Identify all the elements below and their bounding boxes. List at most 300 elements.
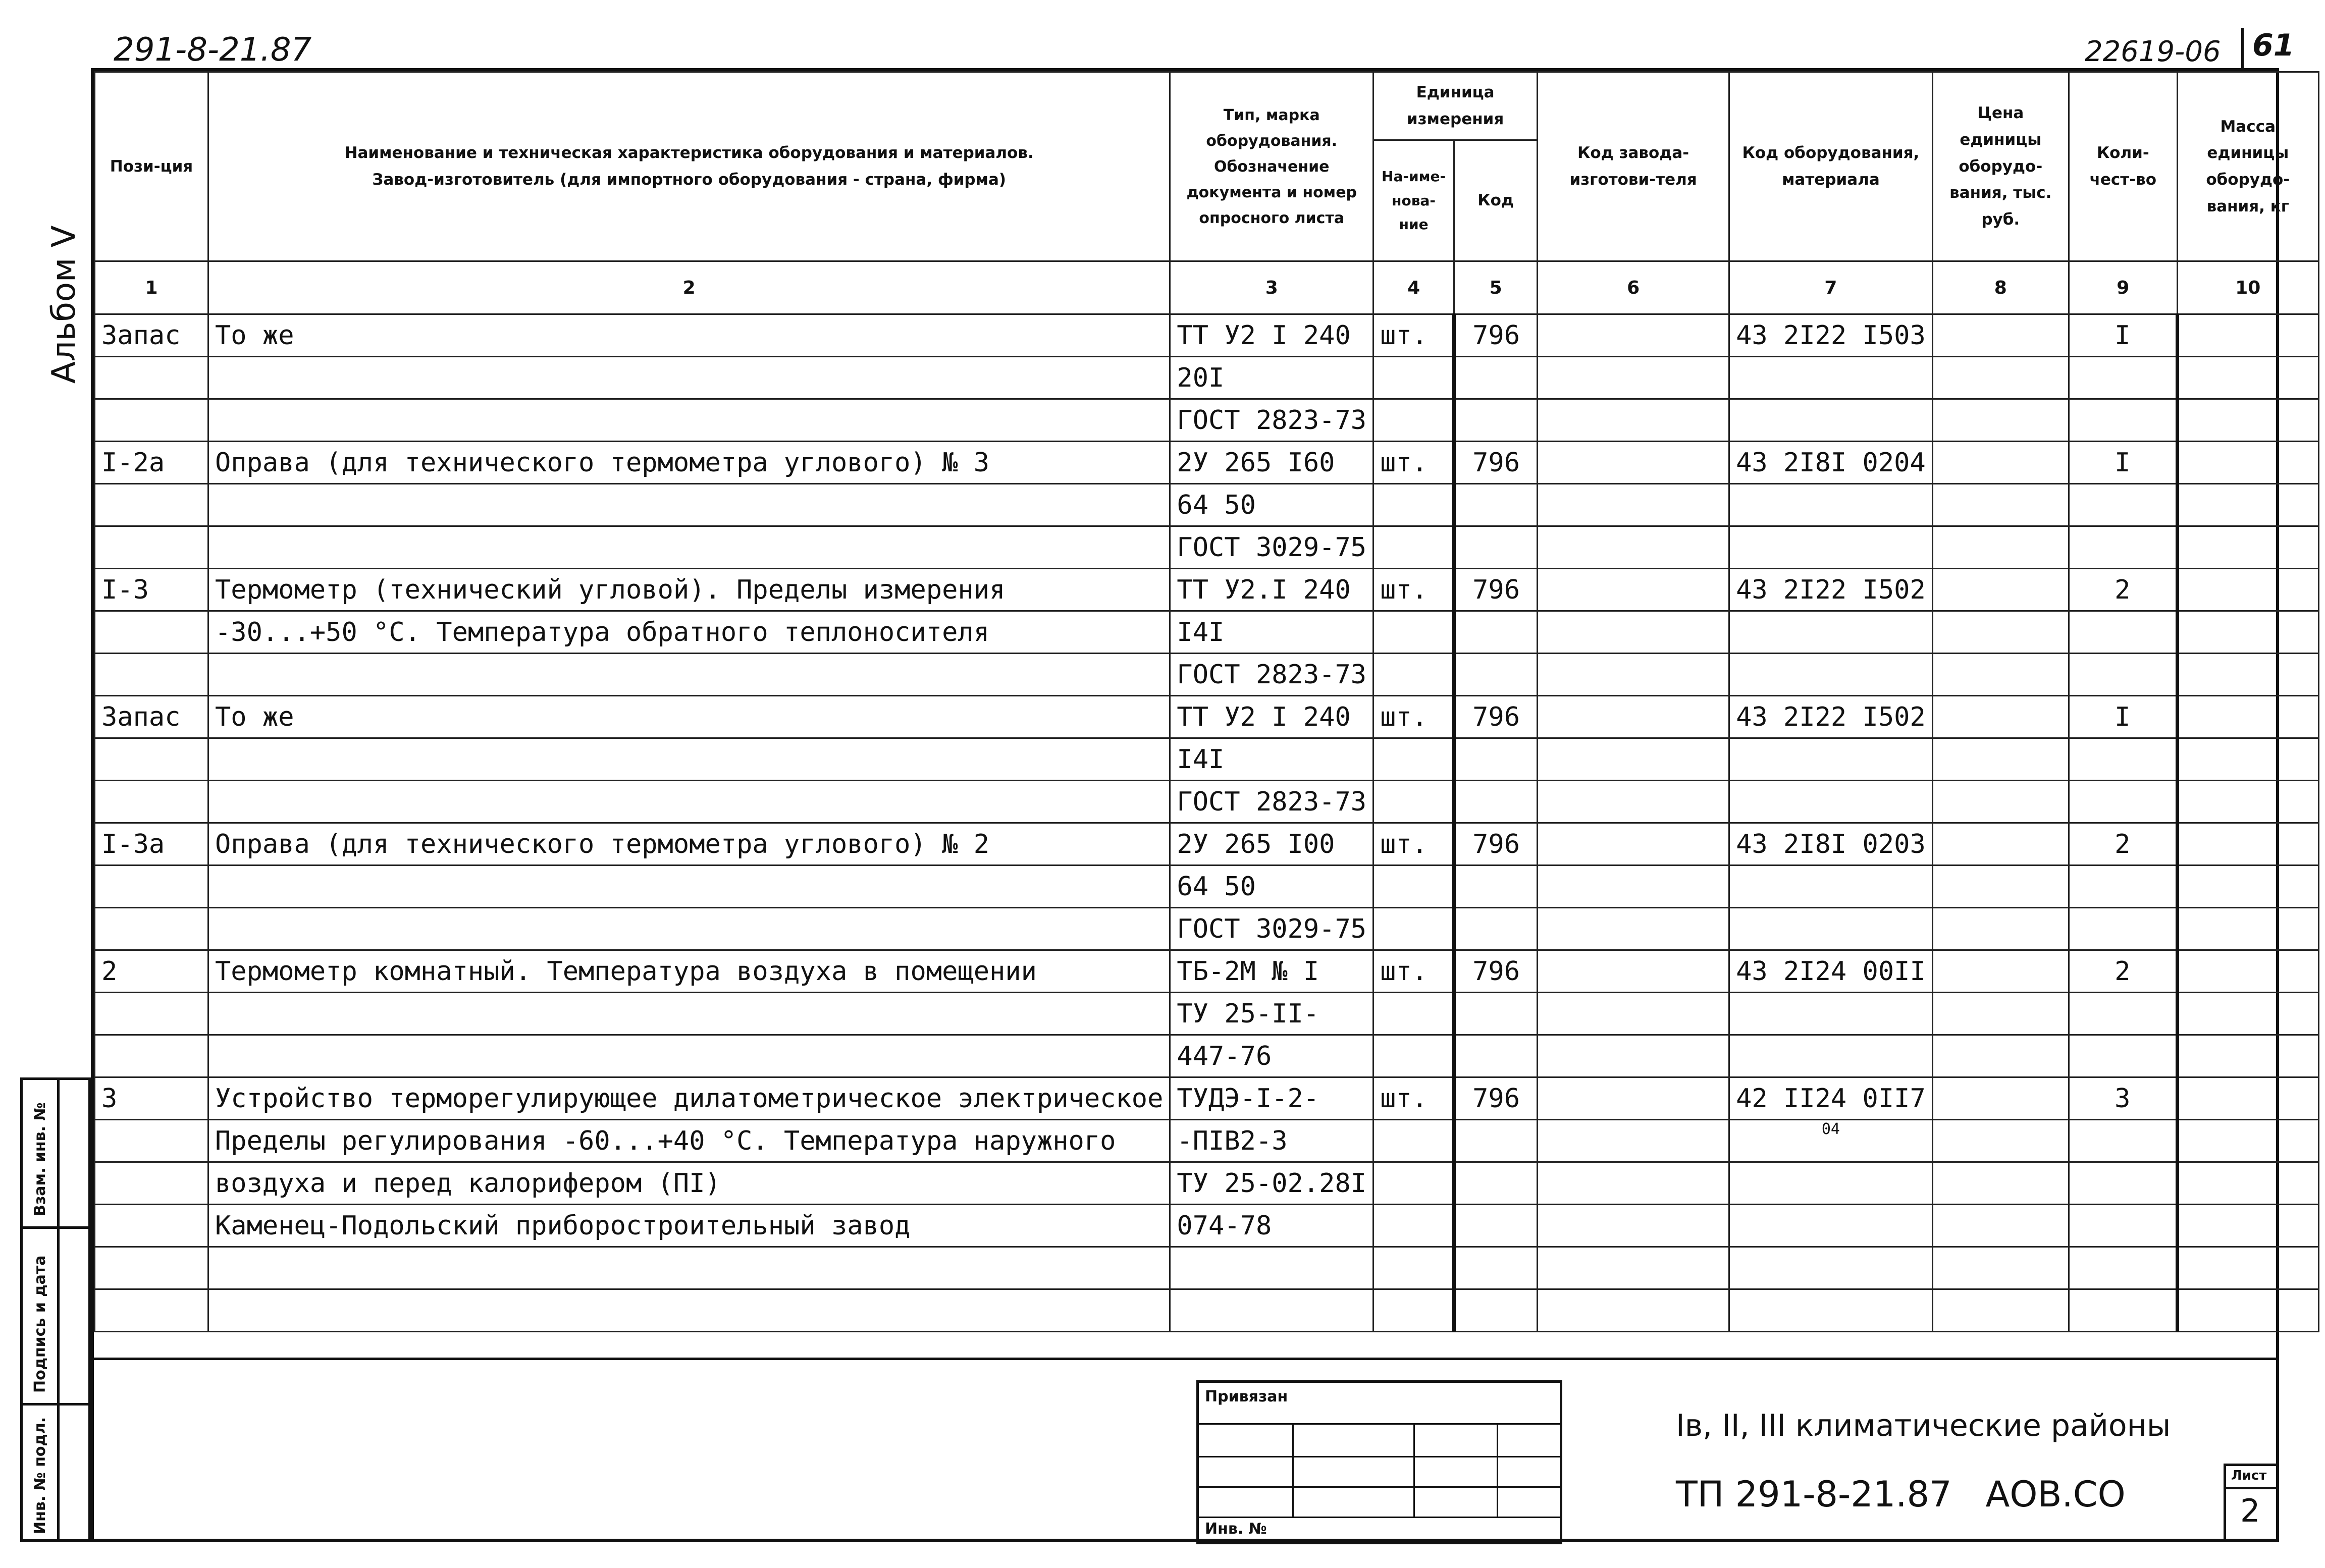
cell-price <box>1932 908 2069 950</box>
cell-plant-code <box>1538 696 1729 738</box>
table-row <box>95 484 2319 526</box>
cell-name: То же <box>208 696 1170 738</box>
cell-unit-code: 796 <box>1454 950 1538 993</box>
cell-price <box>1932 1162 2069 1205</box>
cell-unit-code: 796 <box>1454 442 1538 484</box>
cell-unit-code <box>1454 526 1538 569</box>
table-row <box>95 1205 2319 1247</box>
cell-type: ТУ 25-02.28I <box>1170 1162 1373 1205</box>
cell-pos <box>95 866 208 908</box>
cell-type: 20I <box>1170 357 1373 399</box>
cell-equip-code <box>1729 1289 1933 1332</box>
table-row <box>95 399 2319 442</box>
cell-unit <box>1373 357 1454 399</box>
cell-name <box>208 993 1170 1035</box>
cell-plant-code <box>1538 399 1729 442</box>
document-code: ТП 291-8-21.87 АОВ.СО <box>1676 1474 2126 1515</box>
cell-name: Термометр (технический угловой). Пределы измерения <box>208 569 1170 611</box>
cell-type: ТТ У2.I 240 <box>1170 569 1373 611</box>
table-row <box>95 442 2319 484</box>
cell-qty <box>2069 738 2177 781</box>
hdr-plant-code: Код завода-изготови-теля <box>1538 72 1729 261</box>
cell-name <box>208 866 1170 908</box>
cell-unit: шт. <box>1373 696 1454 738</box>
colnum: 6 <box>1538 261 1729 314</box>
hdr-unit-code: Код <box>1454 140 1538 261</box>
cell-unit-code <box>1454 611 1538 654</box>
cell-equip-code <box>1729 1247 1933 1289</box>
cell-type: ТУ 25-II- <box>1170 993 1373 1035</box>
cell-unit <box>1373 908 1454 950</box>
hdr-name: Наименование и техническая характеристика оборудования и материалов. Завод-изготовитель (для импортного оборудования - страна, фирма) <box>208 72 1170 261</box>
cell-qty <box>2069 654 2177 696</box>
cell-price <box>1932 1289 2069 1332</box>
cell-mass <box>2177 738 2318 781</box>
cell-pos <box>95 654 208 696</box>
cell-type: 64 50 <box>1170 484 1373 526</box>
cell-pos: I-2а <box>95 442 208 484</box>
table-row <box>95 1289 2319 1332</box>
cell-price <box>1932 1077 2069 1120</box>
cell-unit <box>1373 738 1454 781</box>
cell-price <box>1932 1247 2069 1289</box>
cell-unit <box>1373 1289 1454 1332</box>
cell-unit <box>1373 484 1454 526</box>
table-row <box>95 866 2319 908</box>
hdr-price: Цена единицы оборудо-вания, тыс. руб. <box>1932 72 2069 261</box>
cell-type: ГОСТ 2823-73 <box>1170 654 1373 696</box>
cell-unit-code <box>1454 1205 1538 1247</box>
cell-equip-code: 43 2I8I 0203 <box>1729 823 1933 866</box>
cell-mass <box>2177 781 2318 823</box>
cell-unit-code <box>1454 1120 1538 1162</box>
cell-equip-code: 42 II24 0II7 <box>1729 1077 1933 1120</box>
cell-unit <box>1373 1120 1454 1162</box>
sheet-label: Лист <box>2231 1468 2267 1483</box>
table-row <box>95 781 2319 823</box>
cell-unit-code <box>1454 1289 1538 1332</box>
cell-pos <box>95 1205 208 1247</box>
cell-unit-code <box>1454 738 1538 781</box>
top-right-note: 22619-06 <box>2085 35 2221 68</box>
colnum: 8 <box>1932 261 2069 314</box>
cell-qty <box>2069 1162 2177 1205</box>
cell-pos <box>95 781 208 823</box>
cell-price <box>1932 696 2069 738</box>
cell-unit: шт. <box>1373 442 1454 484</box>
cell-plant-code <box>1538 357 1729 399</box>
cell-unit-code <box>1454 866 1538 908</box>
cell-qty: 2 <box>2069 569 2177 611</box>
table-row <box>95 314 2319 357</box>
cell-pos <box>95 357 208 399</box>
cell-mass <box>2177 654 2318 696</box>
cell-unit <box>1373 1205 1454 1247</box>
cell-pos: I-3а <box>95 823 208 866</box>
hdr-mass: Масса единицы оборудо-вания, кг <box>2177 72 2318 261</box>
cell-type <box>1170 1289 1373 1332</box>
hdr-qty: Коли-чест-во <box>2069 72 2177 261</box>
colnum: 3 <box>1170 261 1373 314</box>
cell-type: ТУДЭ-I-2- <box>1170 1077 1373 1120</box>
cell-plant-code <box>1538 1035 1729 1077</box>
cell-type: ГОСТ 3029-75 <box>1170 526 1373 569</box>
cell-plant-code <box>1538 442 1729 484</box>
spec-table <box>94 71 2319 1332</box>
cell-type: ГОСТ 2823-73 <box>1170 399 1373 442</box>
cell-unit-code <box>1454 399 1538 442</box>
cell-qty <box>2069 1035 2177 1077</box>
cell-name: Термометр комнатный. Температура воздуха в помещении <box>208 950 1170 993</box>
cell-price <box>1932 950 2069 993</box>
cell-qty <box>2069 357 2177 399</box>
page-mark: 61 <box>2252 28 2295 63</box>
cell-unit-code <box>1454 993 1538 1035</box>
cell-mass <box>2177 1289 2318 1332</box>
cell-qty <box>2069 399 2177 442</box>
cell-type: ТТ У2 I 240 <box>1170 314 1373 357</box>
title-block-rule <box>94 1358 2276 1360</box>
cell-qty <box>2069 1247 2177 1289</box>
hdr-equip-code: Код оборудования, материала <box>1729 72 1933 261</box>
cell-pos <box>95 1289 208 1332</box>
cell-name: То же <box>208 314 1170 357</box>
cell-unit <box>1373 781 1454 823</box>
cell-name: -30...+50 °С. Температура обратного теплоносителя <box>208 611 1170 654</box>
cell-price <box>1932 484 2069 526</box>
cell-mass <box>2177 399 2318 442</box>
cell-price <box>1932 781 2069 823</box>
cell-pos: Запас <box>95 314 208 357</box>
cell-name: Устройство терморегулирующее дилатометрическое электрическое <box>208 1077 1170 1120</box>
top-left-note: 291-8-21.87 <box>114 31 312 69</box>
linked-stamp <box>1196 1380 1562 1544</box>
cell-qty <box>2069 781 2177 823</box>
cell-equip-code <box>1729 1205 1933 1247</box>
cell-unit <box>1373 1162 1454 1205</box>
cell-unit <box>1373 526 1454 569</box>
cell-mass <box>2177 1120 2318 1162</box>
cell-price <box>1932 1205 2069 1247</box>
cell-type: I4I <box>1170 611 1373 654</box>
cell-equip-code <box>1729 526 1933 569</box>
cell-type: ТБ-2М № I <box>1170 950 1373 993</box>
cell-type: ГОСТ 2823-73 <box>1170 781 1373 823</box>
side-stamp-strip <box>20 1077 91 1542</box>
table-row <box>95 823 2319 866</box>
cell-mass <box>2177 823 2318 866</box>
cell-equip-code: 43 2I22 I503 <box>1729 314 1933 357</box>
table-row <box>95 1077 2319 1120</box>
cell-pos <box>95 1120 208 1162</box>
cell-name <box>208 1289 1170 1332</box>
sheet-number-box <box>2224 1464 2279 1542</box>
cell-mass <box>2177 696 2318 738</box>
cell-qty: I <box>2069 442 2177 484</box>
cell-mass <box>2177 1077 2318 1120</box>
cell-price <box>1932 526 2069 569</box>
cell-plant-code <box>1538 950 1729 993</box>
table-row <box>95 738 2319 781</box>
cell-qty <box>2069 1120 2177 1162</box>
table-row <box>95 696 2319 738</box>
cell-unit-code <box>1454 1247 1538 1289</box>
colnum: 9 <box>2069 261 2177 314</box>
cell-mass <box>2177 1162 2318 1205</box>
cell-type: 64 50 <box>1170 866 1373 908</box>
table-row <box>95 1247 2319 1289</box>
cell-unit: шт. <box>1373 823 1454 866</box>
cell-equip-code: 43 2I8I 0204 <box>1729 442 1933 484</box>
table-row <box>95 569 2319 611</box>
cell-equip-code: 43 2I24 00II <box>1729 950 1933 993</box>
cell-equip-code: 43 2I22 I502 <box>1729 569 1933 611</box>
cell-equip-code <box>1729 738 1933 781</box>
cell-qty: I <box>2069 314 2177 357</box>
cell-name: Каменец-Подольский приборостроительный завод <box>208 1205 1170 1247</box>
cell-mass <box>2177 1247 2318 1289</box>
hdr-pos: Пози-ция <box>95 72 208 261</box>
cell-unit: шт. <box>1373 314 1454 357</box>
cell-qty <box>2069 993 2177 1035</box>
table-row <box>95 993 2319 1035</box>
cell-name: Оправа (для технического термометра углового) № 3 <box>208 442 1170 484</box>
cell-type: I4I <box>1170 738 1373 781</box>
cell-pos <box>95 908 208 950</box>
cell-pos <box>95 738 208 781</box>
cell-qty <box>2069 1205 2177 1247</box>
cell-qty <box>2069 611 2177 654</box>
colnum: 4 <box>1373 261 1454 314</box>
cell-type: 2У 265 I60 <box>1170 442 1373 484</box>
climate-regions: Iв, II, III климатические районы <box>1676 1408 2171 1443</box>
cell-mass <box>2177 1035 2318 1077</box>
cell-type: ГОСТ 3029-75 <box>1170 908 1373 950</box>
cell-equip-code <box>1729 611 1933 654</box>
cell-price <box>1932 866 2069 908</box>
cell-qty <box>2069 484 2177 526</box>
cell-price <box>1932 1120 2069 1162</box>
cell-plant-code <box>1538 569 1729 611</box>
cell-name <box>208 526 1170 569</box>
cell-unit: шт. <box>1373 1077 1454 1120</box>
linked-label: Привязан <box>1205 1388 1288 1405</box>
hdr-unit-name: На-име-нова-ние <box>1373 140 1454 261</box>
cell-name <box>208 738 1170 781</box>
cell-pos: 3 <box>95 1077 208 1120</box>
cell-pos <box>95 1162 208 1205</box>
cell-pos <box>95 1035 208 1077</box>
cell-pos <box>95 993 208 1035</box>
cell-plant-code <box>1538 1120 1729 1162</box>
table-row <box>95 357 2319 399</box>
cell-plant-code <box>1538 866 1729 908</box>
cell-type: 074-78 <box>1170 1205 1373 1247</box>
cell-qty: 2 <box>2069 823 2177 866</box>
sheet-number: 2 <box>2240 1492 2260 1529</box>
cell-unit-code: 796 <box>1454 314 1538 357</box>
table-row <box>95 1120 2319 1162</box>
cell-qty <box>2069 1289 2177 1332</box>
cell-unit-code: 796 <box>1454 569 1538 611</box>
cell-plant-code <box>1538 1247 1729 1289</box>
cell-mass <box>2177 908 2318 950</box>
cell-equip-code <box>1729 908 1933 950</box>
cell-name <box>208 908 1170 950</box>
colnum: 7 <box>1729 261 1933 314</box>
cell-equip-code: 04 <box>1729 1120 1933 1162</box>
cell-unit-code: 796 <box>1454 1077 1538 1120</box>
cell-unit <box>1373 866 1454 908</box>
colnum: 5 <box>1454 261 1538 314</box>
cell-equip-code <box>1729 1162 1933 1205</box>
cell-mass <box>2177 866 2318 908</box>
cell-mass <box>2177 314 2318 357</box>
cell-plant-code <box>1538 314 1729 357</box>
cell-unit-code <box>1454 781 1538 823</box>
cell-mass <box>2177 484 2318 526</box>
hdr-type: Тип, марка оборудования. Обозначение документа и номер опросного листа <box>1170 72 1373 261</box>
table-row <box>95 950 2319 993</box>
hdr-unit: Единица измерения <box>1373 72 1538 140</box>
side-stamp-replacement: Взам. инв. № <box>31 1102 49 1216</box>
header-row <box>95 72 2319 140</box>
cell-plant-code <box>1538 1162 1729 1205</box>
cell-pos <box>95 526 208 569</box>
cell-pos <box>95 484 208 526</box>
cell-equip-code <box>1729 1035 1933 1077</box>
cell-unit-code <box>1454 1162 1538 1205</box>
cell-plant-code <box>1538 1289 1729 1332</box>
column-numbers-row <box>95 261 2319 314</box>
table-row <box>95 654 2319 696</box>
colnum: 10 <box>2177 261 2318 314</box>
cell-qty: I <box>2069 696 2177 738</box>
cell-price <box>1932 399 2069 442</box>
table-row <box>95 611 2319 654</box>
cell-qty <box>2069 866 2177 908</box>
table-row <box>95 1035 2319 1077</box>
cell-price <box>1932 738 2069 781</box>
cell-price <box>1932 993 2069 1035</box>
cell-plant-code <box>1538 611 1729 654</box>
cell-unit: шт. <box>1373 569 1454 611</box>
cell-name: воздуха и перед калорифером (ПI) <box>208 1162 1170 1205</box>
cell-name <box>208 1247 1170 1289</box>
table-row <box>95 1162 2319 1205</box>
cell-unit-code <box>1454 484 1538 526</box>
cell-unit <box>1373 399 1454 442</box>
cell-equip-code: 43 2I22 I502 <box>1729 696 1933 738</box>
cell-unit-code <box>1454 357 1538 399</box>
cell-price <box>1932 442 2069 484</box>
cell-mass <box>2177 950 2318 993</box>
cell-name <box>208 484 1170 526</box>
cell-plant-code <box>1538 1205 1729 1247</box>
cell-equip-code <box>1729 781 1933 823</box>
cell-mass <box>2177 611 2318 654</box>
cell-mass <box>2177 442 2318 484</box>
cell-qty <box>2069 526 2177 569</box>
colnum: 2 <box>208 261 1170 314</box>
table-row <box>95 526 2319 569</box>
cell-qty: 3 <box>2069 1077 2177 1120</box>
cell-name <box>208 781 1170 823</box>
cell-price <box>1932 823 2069 866</box>
cell-mass <box>2177 569 2318 611</box>
cell-qty <box>2069 908 2177 950</box>
cell-equip-code <box>1729 866 1933 908</box>
cell-plant-code <box>1538 484 1729 526</box>
cell-name <box>208 654 1170 696</box>
cell-qty: 2 <box>2069 950 2177 993</box>
cell-name <box>208 357 1170 399</box>
cell-price <box>1932 654 2069 696</box>
cell-price <box>1932 314 2069 357</box>
cell-unit-code: 796 <box>1454 823 1538 866</box>
cell-unit <box>1373 993 1454 1035</box>
cell-unit-code <box>1454 654 1538 696</box>
cell-unit-code <box>1454 908 1538 950</box>
cell-unit <box>1373 654 1454 696</box>
cell-equip-code <box>1729 654 1933 696</box>
inv-label: Инв. № <box>1205 1520 1267 1538</box>
cell-equip-code <box>1729 399 1933 442</box>
colnum: 1 <box>95 261 208 314</box>
cell-unit: шт. <box>1373 950 1454 993</box>
cell-type: 447-76 <box>1170 1035 1373 1077</box>
cell-type: -ПIВ2-3 <box>1170 1120 1373 1162</box>
cell-equip-code <box>1729 357 1933 399</box>
cell-plant-code <box>1538 738 1729 781</box>
cell-type: ТТ У2 I 240 <box>1170 696 1373 738</box>
cell-plant-code <box>1538 654 1729 696</box>
cell-plant-code <box>1538 908 1729 950</box>
side-stamp-signature: Подпись и дата <box>31 1255 49 1393</box>
cell-unit <box>1373 611 1454 654</box>
cell-price <box>1932 569 2069 611</box>
cell-plant-code <box>1538 993 1729 1035</box>
cell-unit <box>1373 1035 1454 1077</box>
cell-pos: I-3 <box>95 569 208 611</box>
cell-pos <box>95 1247 208 1289</box>
cell-pos <box>95 399 208 442</box>
cell-unit-code <box>1454 1035 1538 1077</box>
table-row <box>95 908 2319 950</box>
cell-pos: Запас <box>95 696 208 738</box>
cell-pos <box>95 611 208 654</box>
cell-mass <box>2177 526 2318 569</box>
cell-unit-code: 796 <box>1454 696 1538 738</box>
cell-name <box>208 1035 1170 1077</box>
cell-name <box>208 399 1170 442</box>
cell-name: Пределы регулирования -60...+40 °С. Температура наружного <box>208 1120 1170 1162</box>
cell-unit <box>1373 1247 1454 1289</box>
cell-plant-code <box>1538 823 1729 866</box>
cell-plant-code <box>1538 526 1729 569</box>
cell-equip-code <box>1729 993 1933 1035</box>
cell-mass <box>2177 1205 2318 1247</box>
cell-price <box>1932 611 2069 654</box>
cell-plant-code <box>1538 781 1729 823</box>
cell-mass <box>2177 993 2318 1035</box>
cell-name: Оправа (для технического термометра углового) № 2 <box>208 823 1170 866</box>
cell-price <box>1932 357 2069 399</box>
cell-equip-code <box>1729 484 1933 526</box>
cell-mass <box>2177 357 2318 399</box>
cell-pos: 2 <box>95 950 208 993</box>
cell-type: 2У 265 I00 <box>1170 823 1373 866</box>
